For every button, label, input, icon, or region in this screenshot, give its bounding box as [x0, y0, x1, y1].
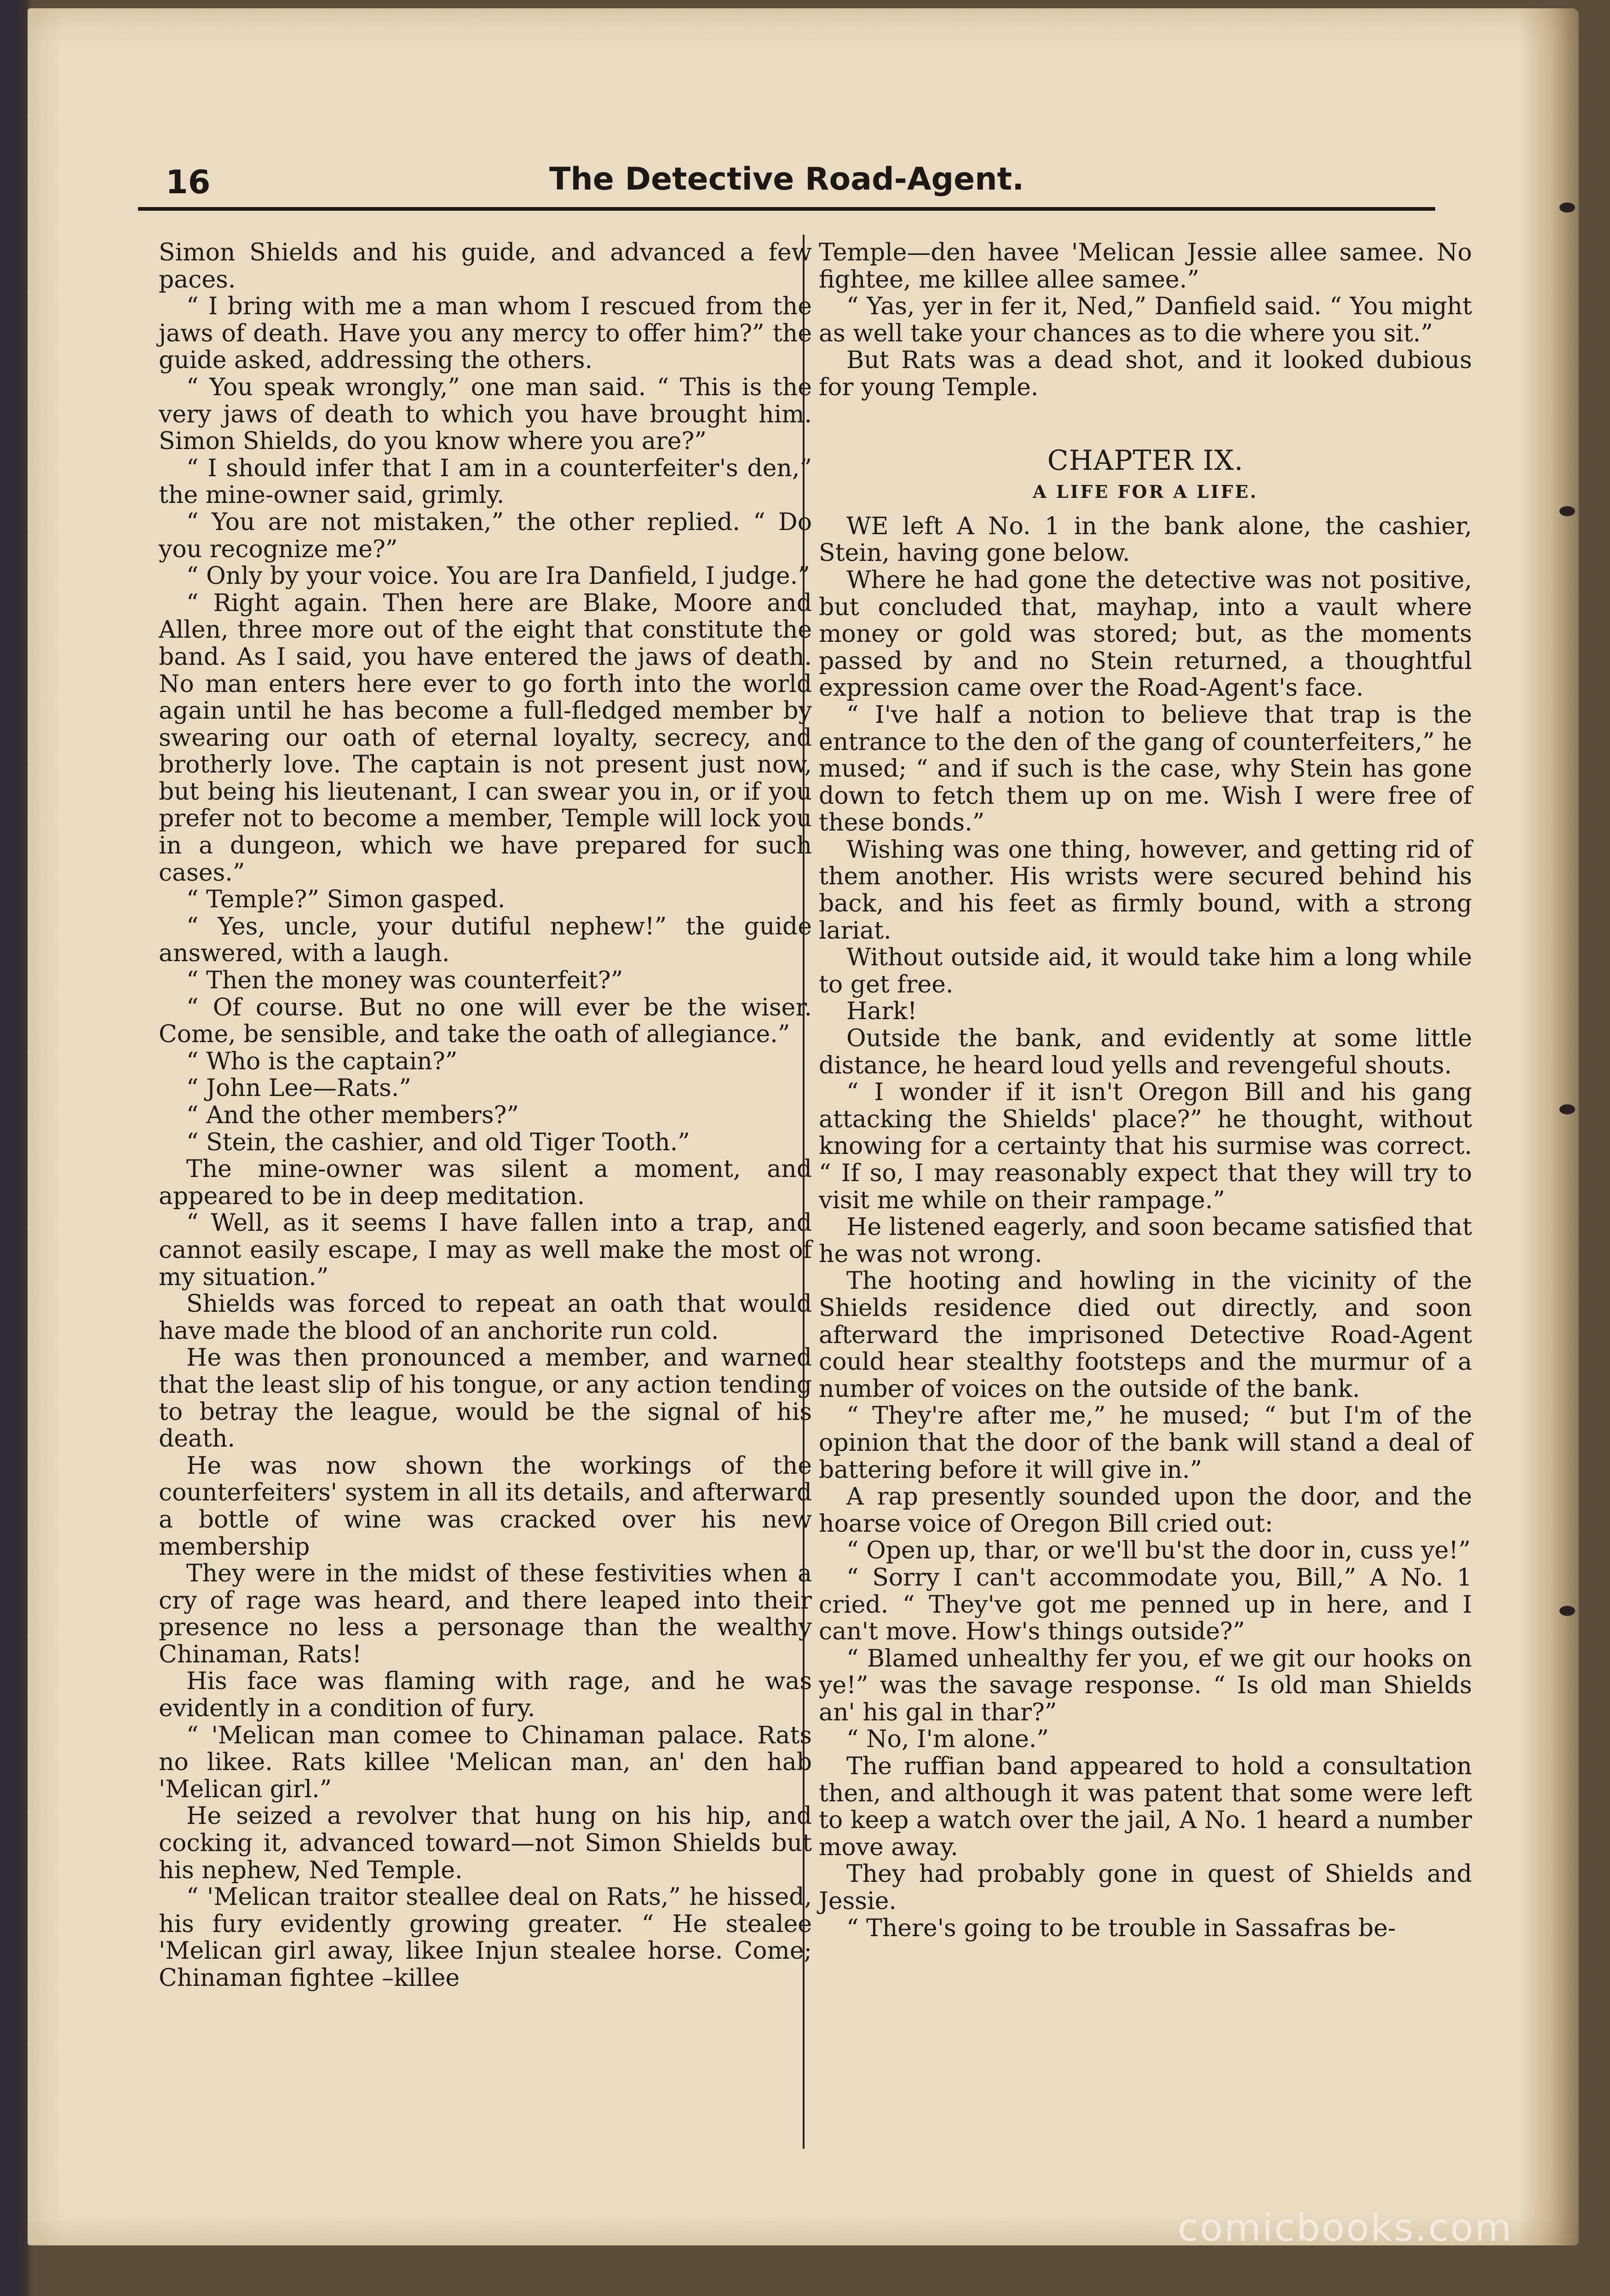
- paragraph: “ Open up, thar, or we'll bu'st the door in, cuss ye!”: [846, 1537, 1471, 1565]
- paragraph: They had probably gone in quest of Shields and Jessie.: [819, 1860, 1472, 1915]
- paragraph: “ I should infer that I am in a counterfeiter's den,” the mine-owner said, grimly.: [159, 454, 812, 509]
- paragraph: “ Of course. But no one will ever be the wiser. Come, be sensible, and take the oath of allegiance.”: [159, 993, 812, 1049]
- paragraph: Where he had gone the detective was not positive, but concluded that, mayhap, into a vault where money or gold was stored; but, as the moments passed by and no Stein returned, a thoughtful expression came over the Road-Agent's face.: [819, 566, 1472, 702]
- chapter-heading: CHAPTER IX.: [1047, 444, 1244, 477]
- paragraph: “ I wonder if it isn't Oregon Bill and his gang attacking the Shields' place?” he thought, without knowing for a certainty that his surmise was correct. “ If so, I may reasonably expect that they will try to visit me while on their rampage.”: [819, 1079, 1472, 1214]
- watermark-text: comicbooks.com: [1178, 2206, 1513, 2250]
- paragraph: “ There's going to be trouble in Sassafras be-: [846, 1914, 1396, 1942]
- paragraph: The mine-owner was silent a moment, and appeared to be in deep meditation.: [159, 1155, 812, 1210]
- binding-hole: [1559, 1606, 1575, 1616]
- right-column-text-before-chapter: [819, 239, 1472, 401]
- paragraph: His face was flaming with rage, and he was evidently in a condition of fury.: [159, 1667, 812, 1723]
- paragraph: “ Yas, yer in fer it, Ned,” Danfield said. “ You might as well take your chances as to die where you sit.”: [819, 293, 1472, 347]
- paragraph: Temple—den havee 'Melican Jessie allee samee. No fightee, me killee allee samee.”: [819, 239, 1472, 294]
- running-title: The Detective Road-Agent.: [549, 161, 1024, 197]
- page-edge-stain: [1519, 8, 1579, 2245]
- binding-hole: [1559, 202, 1575, 213]
- paragraph: Simon Shields and his guide, and advanced a few paces.: [159, 239, 812, 294]
- left-column: [159, 239, 812, 1992]
- paragraph: “ John Lee—Rats.”: [186, 1074, 411, 1102]
- paragraph: He seized a revolver that hung on his hip, and cocking it, advanced toward—not Simon Shields but his nephew, Ned Temple.: [159, 1802, 812, 1884]
- paragraph: “ You speak wrongly,” one man said. “ This is the very jaws of death to which you have brought him. Simon Shields, do you know where you are?”: [159, 373, 812, 456]
- paragraph: “ Who is the captain?”: [186, 1047, 458, 1075]
- paragraph: “ 'Melican man comee to Chinaman palace. Rats no likee. Rats killee 'Melican man, an' den hab 'Melican girl.”: [159, 1721, 812, 1803]
- paragraph: “ Only by your voice. You are Ira Danfield, I judge.”: [186, 562, 810, 590]
- right-column-text-after-chapter: [819, 513, 1472, 1942]
- paragraph: The ruffian band appeared to hold a consultation then, and although it was patent that some were left to keep a watch over the jail, A No. 1 heard a number move away.: [819, 1753, 1472, 1861]
- paragraph: He listened eagerly, and soon became satisfied that he was not wrong.: [819, 1213, 1472, 1268]
- paragraph: A rap presently sounded upon the door, and the hoarse voice of Oregon Bill cried out:: [819, 1483, 1472, 1538]
- paragraph: “ You are not mistaken,” the other replied. “ Do you recognize me?”: [159, 508, 812, 563]
- paragraph: “ No, I'm alone.”: [846, 1725, 1049, 1754]
- paragraph: “ 'Melican traitor steallee deal on Rats,” he hissed, his fury evidently growing greater. “ He stealee 'Melican girl away, likee Injun stealee horse. Come; Chinaman fightee –killee: [159, 1883, 812, 1992]
- page-number: 16: [166, 163, 211, 201]
- paragraph: “ Blamed unhealthy fer you, ef we git our hooks on ye!” was the savage response. “ Is old man Shields an' his gal in thar?”: [819, 1644, 1472, 1726]
- paragraph: “ And the other members?”: [186, 1102, 519, 1129]
- paragraph: “ They're after me,” he mused; “ but I'm of the opinion that the door of the bank will stand a deal of battering before it will give in.”: [819, 1402, 1472, 1484]
- paragraph: “ Well, as it seems I have fallen into a trap, and cannot easily escape, I may as well make the most of my situation.”: [159, 1209, 812, 1291]
- paragraph: Outside the bank, and evidently at some little distance, he heard loud yells and revengeful shouts.: [819, 1025, 1472, 1079]
- paragraph: “ Temple?” Simon gasped.: [186, 886, 506, 914]
- binding-hole: [1559, 1104, 1575, 1114]
- paragraph: “ Then the money was counterfeit?”: [186, 967, 623, 995]
- paragraph: WE left A No. 1 in the bank alone, the cashier, Stein, having gone below.: [819, 512, 1472, 567]
- paragraph: The hooting and howling in the vicinity of the Shields residence died out directly, and soon afterward the imprisoned Detective Road-Agent could hear stealthy footsteps and the murmur of a number of voices on the outside of the bank.: [819, 1267, 1472, 1403]
- paragraph: Wishing was one thing, however, and getting rid of them another. His wrists were secured behind his back, and his feet as firmly bound, with a strong lariat.: [819, 836, 1472, 945]
- running-header: [138, 152, 1435, 211]
- paragraph: “ I bring with me a man whom I rescued from the jaws of death. Have you any mercy to offer him?” the guide asked, addressing the others.: [159, 293, 812, 375]
- paragraph: He was now shown the workings of the counterfeiters' system in all its details, and afterward a bottle of wine was cracked over his new membership: [159, 1452, 812, 1561]
- chapter-subtitle: A LIFE FOR A LIFE.: [1033, 481, 1258, 502]
- paragraph: Hark!: [846, 998, 917, 1026]
- right-column: [819, 239, 1472, 1942]
- paragraph: But Rats was a dead shot, and it looked dubious for young Temple.: [819, 346, 1472, 401]
- binding-hole: [1559, 506, 1575, 516]
- paragraph: Shields was forced to repeat an oath that would have made the blood of an anchorite run cold.: [159, 1290, 812, 1345]
- paragraph: “ Yes, uncle, your dutiful nephew!” the guide answered, with a laugh.: [159, 912, 812, 968]
- paragraph: They were in the midst of these festivities when a cry of rage was heard, and there leaped into their presence no less a personage than the wealthy Chinaman, Rats!: [159, 1560, 812, 1668]
- paragraph: He was then pronounced a member, and warned that the least slip of his tongue, or any action tending to betray the league, would be the signal of his death.: [159, 1344, 812, 1453]
- paragraph: “ I've half a notion to believe that trap is the entrance to the den of the gang of counterfeiters,” he mused; “ and if such is the case, why Stein has gone down to fetch them up on me. Wish I were free of these bonds.”: [819, 701, 1472, 837]
- paragraph: “ Right again. Then here are Blake, Moore and Allen, three more out of the eight that constitute the band. As I said, you have entered the jaws of death. No man enters here ever to go forth into the world again until he has become a full-fledged member by swearing our oath of eternal loyalty, secrecy, and brotherly love. The captain is not present just now, but being his lieutenant, I can swear you in, or if you prefer not to become a member, Temple will lock you in a dungeon, which we have prepared for such cases.”: [159, 589, 812, 887]
- paragraph: Without outside aid, it would take him a long while to get free.: [819, 944, 1472, 998]
- paragraph: “ Sorry I can't accommodate you, Bill,” A No. 1 cried. “ They've got me penned up in here, and I can't move. How's things outside?”: [819, 1563, 1472, 1646]
- paragraph: “ Stein, the cashier, and old Tiger Tooth.”: [186, 1128, 690, 1156]
